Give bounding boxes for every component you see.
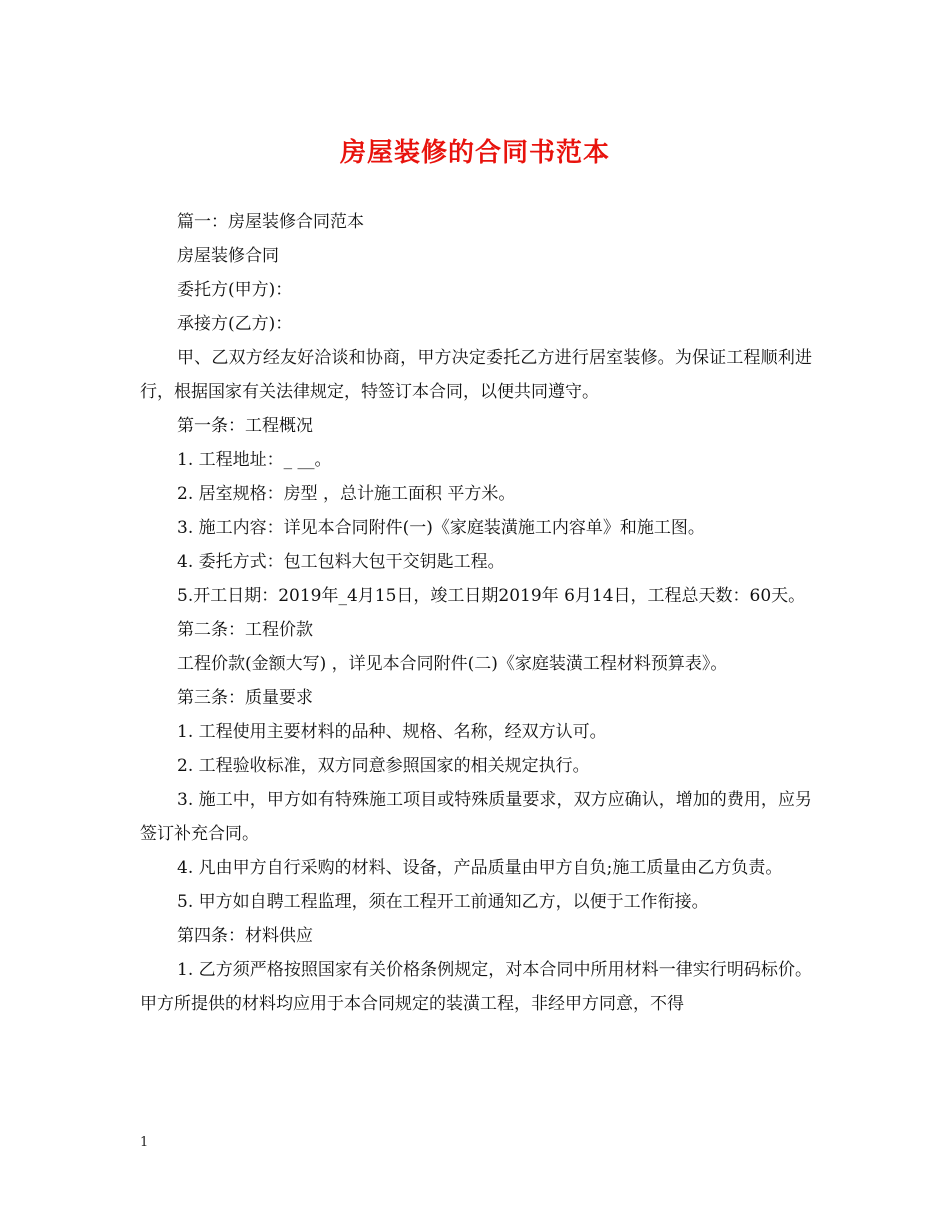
paragraph: 篇一：房屋装修合同范本 [177, 212, 364, 232]
section-heading: 第四条：材料供应 [177, 926, 313, 946]
paragraph: 4. 委托方式：包工包料大包干交钥匙工程。 [177, 552, 505, 572]
paragraph: 1. 工程使用主要材料的品种、规格、名称，经双方认可。 [177, 722, 607, 742]
paragraph: 2. 居室规格：房型 ，总计施工面积 平方米。 [177, 484, 516, 504]
section-heading: 第一条：工程概况 [177, 416, 313, 436]
paragraph: 3. 施工内容：详见本合同附件(一)《家庭装潢施工内容单》和施工图。 [177, 518, 705, 538]
paragraph: 1. 工程地址：_ __。 [177, 450, 332, 470]
paragraph: 甲、乙双方经友好洽谈和协商，甲方决定委托乙方进行居室装修。为保证工程顺利进行，根据国家有关法律规定，特签订本合同，以便共同遵守。 [140, 348, 812, 402]
page-number: 1 [140, 1135, 149, 1150]
document-title: 房屋装修的合同书范本 [339, 138, 610, 168]
section-heading: 第三条：质量要求 [177, 688, 313, 708]
paragraph: 工程价款(金额大写) ，详见本合同附件(二)《家庭装潢工程材料预算表》。 [177, 654, 728, 674]
section-heading: 第二条：工程价款 [177, 620, 313, 640]
paragraph: 1. 乙方须严格按照国家有关价格条例规定，对本合同中所用材料一律实行明码标价。甲方所提供的材料均应用于本合同规定的装潢工程，非经甲方同意，不得 [140, 960, 812, 1014]
document-body [140, 205, 812, 1021]
paragraph: 2. 工程验收标准，双方同意参照国家的相关规定执行。 [177, 756, 590, 776]
paragraph: 承接方(乙方)： [177, 314, 293, 334]
paragraph: 5. 甲方如自聘工程监理，须在工程开工前通知乙方，以便于工作衔接。 [177, 892, 709, 912]
paragraph: 房屋装修合同 [177, 246, 279, 266]
paragraph: 3. 施工中，甲方如有特殊施工项目或特殊质量要求，双方应确认，增加的费用，应另签订补充合同。 [140, 790, 812, 844]
paragraph: 委托方(甲方)： [177, 280, 293, 300]
paragraph: 4. 凡由甲方自行采购的材料、设备，产品质量由甲方自负;施工质量由乙方负责。 [177, 858, 783, 878]
paragraph: 5.开工日期：2019年_4月15日，竣工日期2019年 6月14日，工程总天数：60天。 [177, 586, 806, 606]
